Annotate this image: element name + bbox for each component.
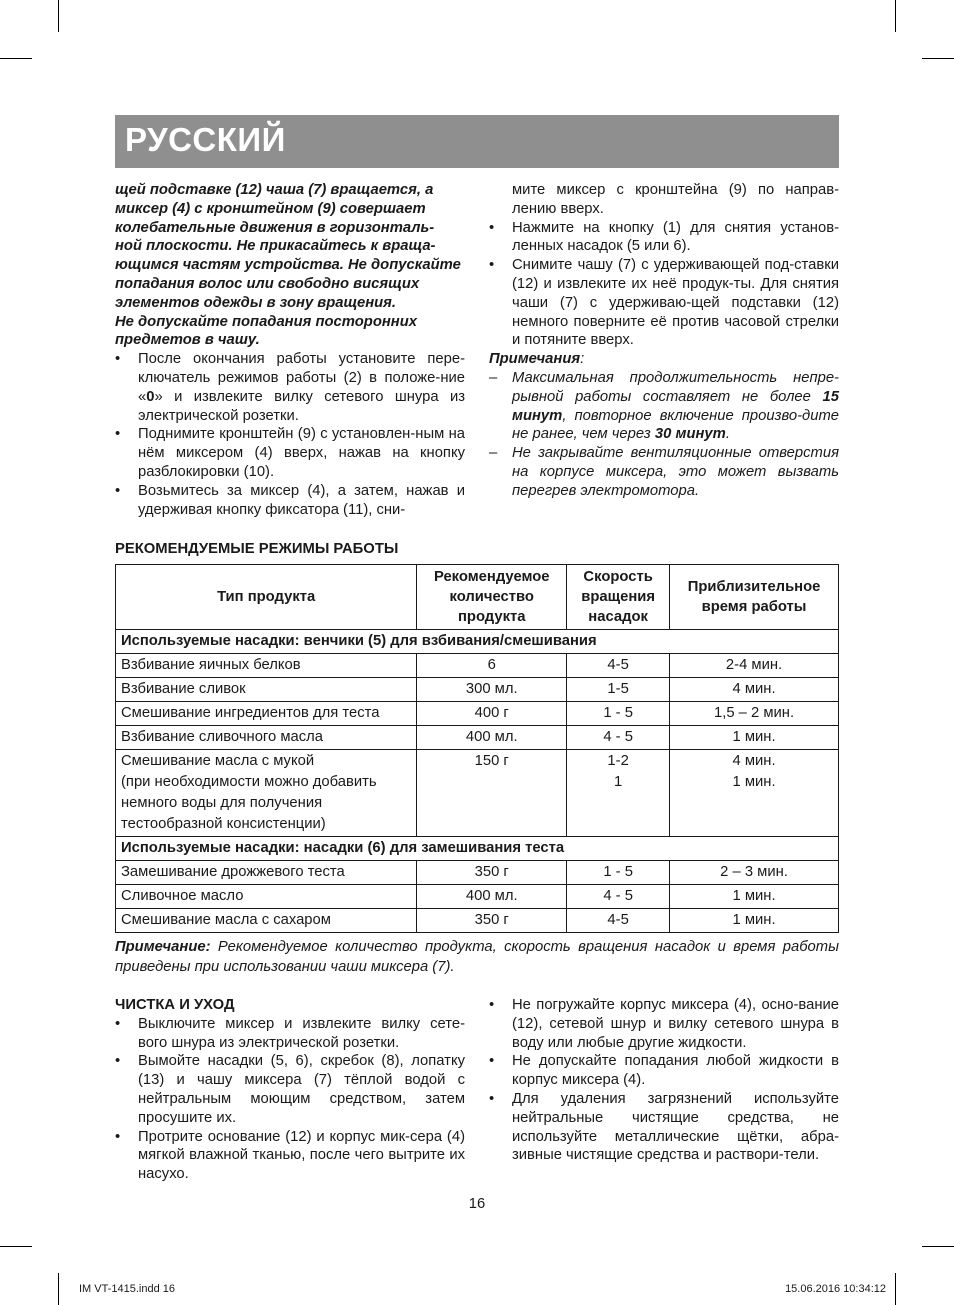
item-text: Возьмитесь за миксер (4), а затем, нажав и удерживая кнопку фиксатора (11), сни-: [138, 482, 465, 518]
cell-time: 4 мин.: [670, 678, 839, 702]
footer-date-slug: 15.06.2016 10:34:12: [785, 1283, 886, 1295]
crop-mark: [0, 1246, 32, 1247]
cell-line: немного воды для получения: [121, 795, 323, 811]
section-title: ЧИСТКА И УХОД: [115, 997, 235, 1013]
list-item: [115, 1052, 465, 1127]
bullet-icon: •: [115, 482, 121, 499]
list-item: [489, 219, 839, 257]
note-text: .: [725, 426, 730, 443]
cell-speed: 4-5: [567, 909, 670, 933]
note-item: [489, 369, 839, 444]
cell-line: 1-2: [607, 753, 629, 769]
right-column: [489, 181, 839, 501]
note-text: Максимальная продолжительность непре-рывной работы составляет не более: [512, 369, 839, 405]
header-line: продукта: [457, 609, 526, 625]
cell-time: [670, 750, 839, 837]
cell-product: Смешивание ингредиентов для теста: [116, 702, 417, 726]
table-row: [116, 861, 839, 885]
table-row: [116, 654, 839, 678]
cell-line: 4 мин.: [732, 753, 776, 769]
note-text: Не закрывайте вентиляционные отверстия на корпусе миксера, это может вызвать перегрев электромотора.: [512, 445, 839, 499]
item-text: Снимите чашу (7) с удерживающей под-ставки (12) и извлеките их неё продук-ты. Для снятия чаши (7) с удерживаю-щей подставки (12) немного поверните её против часовой стрелки и потяните вверх.: [512, 257, 839, 349]
cell-amount: 6: [417, 654, 567, 678]
group-label: Используемые насадки: венчики (5) для взбивания/смешивания: [116, 630, 839, 654]
footer-file-slug: IM VT-1415.indd 16: [79, 1283, 176, 1295]
cell-amount: 300 мл.: [417, 678, 567, 702]
cell-product: Смешивание масла с сахаром: [116, 909, 417, 933]
cell-speed: 4 - 5: [567, 726, 670, 750]
item-text: Для удаления загрязнений используйте нейтральные чистящие средства, не используйте металлические щётки, абра-зивные чистящие средства и раствори-тели.: [512, 1090, 839, 1164]
item-text: Протрите основание (12) и корпус мик-сера (4) мягкой влажной тканью, после чего вытрите их насухо.: [138, 1128, 465, 1183]
warning-line: ющимся частям устройства. Не допускайте: [115, 257, 461, 274]
notes-heading: [489, 350, 839, 369]
note-text-bold: 15 минут: [512, 388, 839, 424]
cell-line: (при необходимости можно добавить: [121, 774, 377, 790]
item-text-bold: 0: [146, 388, 155, 405]
list-item: [489, 996, 839, 1052]
table-header-row: [116, 565, 839, 630]
list-item: [489, 1090, 839, 1165]
cell-amount: 350 г: [417, 861, 567, 885]
cell-product: Замешивание дрожжевого теста: [116, 861, 417, 885]
item-text: Не допускайте попадания любой жидкости в корпус миксера (4).: [512, 1053, 839, 1089]
cell-time: 1 мин.: [670, 885, 839, 909]
table-row: [116, 750, 839, 837]
list-item: [489, 256, 839, 350]
crop-mark: [58, 0, 59, 32]
crop-mark: [922, 1246, 954, 1247]
header-line: Скорость: [583, 569, 653, 585]
bullet-icon: •: [115, 1015, 121, 1032]
bullet-icon: •: [115, 1053, 121, 1070]
cell-line: тестообразной консистенции): [121, 816, 326, 832]
item-text: Вымойте насадки (5, 6), скребок (8), лопатку (13) и чашу миксера (7) тёплой водой с нейтральным моющим средством, затем просушите их.: [138, 1053, 465, 1126]
header-time: [670, 565, 839, 630]
cell-time: 2-4 мин.: [670, 654, 839, 678]
footnote-text: Рекомендуемое количество продукта, скорость вращения насадок и время работы приведены при использовании чаши миксера (7).: [115, 939, 839, 975]
list-item: [115, 482, 465, 520]
warning-line: Не допускайте попадания посторонних: [115, 313, 418, 330]
crop-mark: [58, 1273, 59, 1305]
warning-line: ной плоскости. Не прикасайтесь к враща-: [115, 238, 436, 255]
table-row: [116, 909, 839, 933]
warning-line: предметов в чашу.: [115, 332, 260, 349]
cleaning-right-column: [489, 996, 839, 1165]
crop-mark: [895, 1273, 896, 1305]
warning-line: миксер (4) с кронштейном (9) совершает: [115, 200, 426, 217]
header-speed: [567, 565, 670, 630]
cell-amount: 400 мл.: [417, 885, 567, 909]
cell-speed: 4-5: [567, 654, 670, 678]
notes-colon: :: [580, 351, 585, 368]
bullet-icon: •: [489, 1090, 495, 1107]
cell-speed: 4 - 5: [567, 885, 670, 909]
list-item: [115, 425, 465, 481]
dash-icon: –: [489, 445, 498, 462]
safety-warning: [115, 181, 465, 350]
note-text: , повторное включение произво-дите не ранее, чем через: [512, 407, 839, 443]
operating-modes-table: [115, 564, 839, 933]
item-text: Нажмите на кнопку (1) для снятия установ-ленных насадок (5 или 6).: [512, 219, 839, 255]
list-item: [489, 1052, 839, 1090]
header-amount: [417, 565, 567, 630]
note-text-bold: 30 минут: [654, 426, 726, 443]
page-title: РУССКИЙ: [125, 121, 286, 158]
table-group-row: [116, 630, 839, 654]
cell-product: Сливочное масло: [116, 885, 417, 909]
header-line: вращения: [581, 589, 655, 605]
item-text: Поднимите кронштейн (9) с установлен-ным на нём миксером (4) вверх, нажав на кнопку разблокировки (10).: [138, 426, 465, 480]
header-line: насадок: [588, 609, 648, 625]
cell-speed: 1 - 5: [567, 861, 670, 885]
cell-amount: 400 мл.: [417, 726, 567, 750]
cell-amount: 350 г: [417, 909, 567, 933]
item-text: Выключите миксер и извлеките вилку сете-вого шнура из электрической розетки.: [138, 1015, 465, 1051]
warning-line: попадания волос или свободно висящих: [115, 275, 420, 292]
bullet-icon: •: [115, 426, 121, 443]
cell-time: 1 мин.: [670, 909, 839, 933]
bullet-icon: •: [489, 1053, 495, 1070]
group-label: Используемые насадки: насадки (6) для замешивания теста: [116, 837, 839, 861]
item-text: Не погружайте корпус миксера (4), осно-вание (12), сетевой шнур и вилку сетевого шнура в воду или любые другие жидкости.: [512, 997, 839, 1051]
header-line: Приблизительное: [687, 579, 821, 595]
cell-amount: 150 г: [417, 750, 567, 837]
table-row: [116, 678, 839, 702]
list-item: [115, 350, 465, 425]
cell-product: [116, 750, 417, 837]
warning-line: элементов одежды в зону вращения.: [115, 294, 396, 311]
cell-speed: 1-5: [567, 678, 670, 702]
cell-line: 1 мин.: [732, 774, 776, 790]
table-row: [116, 726, 839, 750]
warning-line: колебательные движения в горизонталь-: [115, 219, 435, 236]
table-row: [116, 702, 839, 726]
list-item: [115, 1015, 465, 1053]
header-line: количество: [449, 589, 534, 605]
note-item: [489, 444, 839, 500]
cell-speed: 1 - 5: [567, 702, 670, 726]
header-product: Тип продукта: [116, 565, 417, 630]
cleaning-left-column: [115, 996, 465, 1184]
left-column: [115, 181, 465, 519]
dash-icon: –: [489, 369, 498, 386]
cell-line: Смешивание масла с мукой: [121, 753, 315, 769]
crop-mark: [895, 0, 896, 32]
cell-product: Взбивание сливок: [116, 678, 417, 702]
bullet-icon: •: [489, 257, 495, 274]
bullet-icon: •: [489, 219, 495, 236]
footnote-label: Примечание:: [115, 939, 211, 955]
cell-time: 2 – 3 мин.: [670, 861, 839, 885]
cell-time: 1,5 – 2 мин.: [670, 702, 839, 726]
item-text: » и извлеките вилку сетевого шнура из электрической розетки.: [138, 388, 465, 424]
cell-product: Взбивание сливочного масла: [116, 726, 417, 750]
bullet-icon: •: [115, 351, 121, 368]
cell-speed: [567, 750, 670, 837]
table-row: [116, 885, 839, 909]
warning-line: щей подставке (12) чаша (7) вращается, а: [115, 182, 434, 198]
crop-mark: [922, 58, 954, 59]
item-text: После окончания работы установите пере-ключатель режимов работы (2) в положе-ние «: [138, 351, 465, 405]
notes-title: Примечания: [489, 351, 581, 368]
bullet-icon: •: [489, 997, 495, 1013]
cell-time: 1 мин.: [670, 726, 839, 750]
continuation-text: мите миксер с кронштейна (9) по направ-лению вверх.: [512, 182, 839, 217]
crop-mark: [0, 58, 32, 59]
language-banner: [115, 115, 839, 168]
header-line: время работы: [701, 599, 807, 615]
list-item: [115, 1128, 465, 1184]
table-title: РЕКОМЕНДУЕМЫЕ РЕЖИМЫ РАБОТЫ: [115, 541, 399, 557]
table-footnote: [115, 938, 839, 977]
table-group-row: [116, 837, 839, 861]
page-number: 16: [468, 1196, 486, 1212]
cell-line: 1: [614, 774, 623, 790]
cell-amount: 400 г: [417, 702, 567, 726]
bullet-icon: •: [115, 1128, 121, 1145]
header-line: Рекомендуемое: [433, 569, 550, 585]
cell-product: Взбивание яичных белков: [116, 654, 417, 678]
